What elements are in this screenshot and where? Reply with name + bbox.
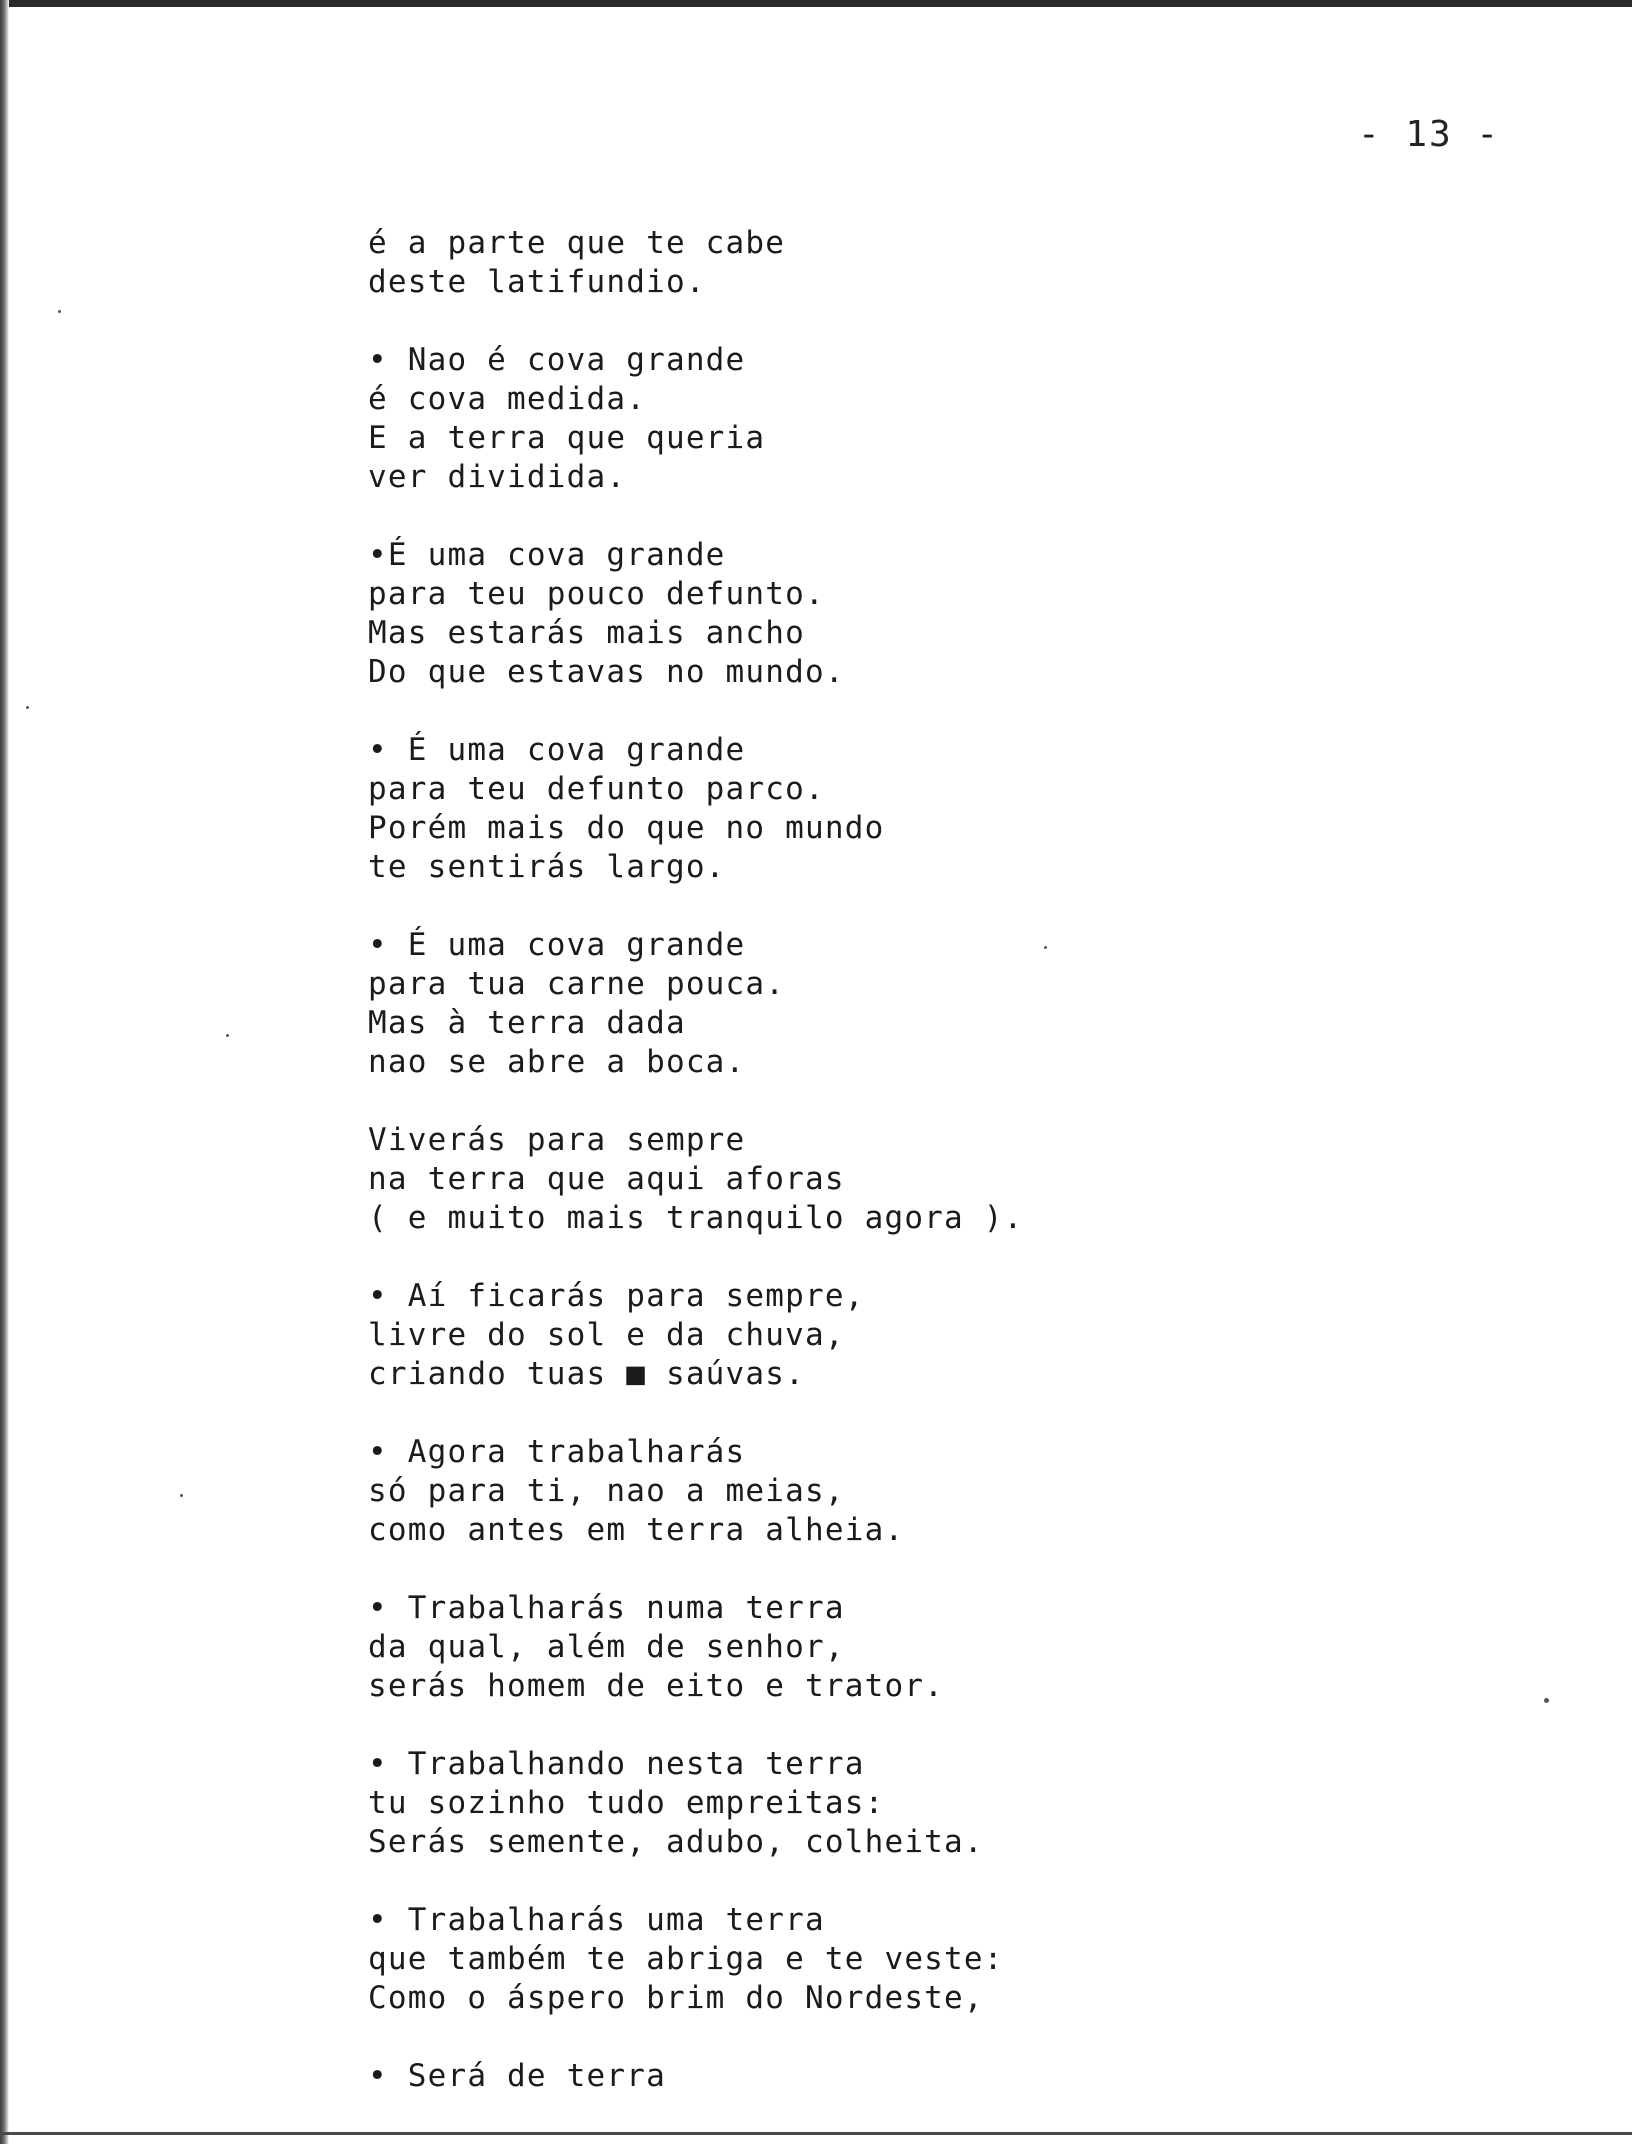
stanza-9 [368, 1589, 1468, 1706]
stanza-11 [368, 1901, 1468, 2018]
poem-line: Do que estavas no mundo. [368, 654, 845, 690]
poem-line: nao se abre a boca. [368, 1044, 746, 1080]
poem-line: Como o áspero brim do Nordeste, [368, 1980, 984, 2016]
ink-speck [1544, 1698, 1549, 1703]
stanza-4 [368, 731, 1468, 887]
poem-line: deste latifundio. [368, 264, 706, 300]
poem-line: • Trabalharás uma terra [368, 1902, 825, 1938]
poem-line: para tua carne pouca. [368, 966, 786, 1002]
poem-line: • Trabalhando nesta terra [368, 1746, 865, 1782]
stanza-6 [368, 1121, 1468, 1238]
ink-speck [26, 706, 29, 709]
poem-line: para teu defunto parco. [368, 771, 825, 807]
poem-line: tu sozinho tudo empreitas: [368, 1785, 885, 1821]
poem-line: Porém mais do que no mundo [368, 810, 885, 846]
ink-speck [180, 1494, 183, 1497]
poem-line: da qual, além de senhor, [368, 1629, 845, 1665]
poem-line: é cova medida. [368, 381, 647, 417]
ink-speck [226, 1034, 229, 1037]
poem-line: • Será de terra [368, 2058, 666, 2094]
poem-line: •É uma cova grande [368, 537, 726, 573]
stanza-8 [368, 1433, 1468, 1550]
poem-line: criando tuas ■ saúvas. [368, 1356, 805, 1392]
poem-line: Mas à terra dada [368, 1005, 686, 1041]
page-left-edge [0, 0, 9, 2144]
poem-line: serás homem de eito e trator. [368, 1668, 945, 1704]
poem-body [368, 224, 1468, 2135]
poem-line: ver dividida. [368, 459, 627, 495]
poem-line: só para ti, nao a meias, [368, 1473, 845, 1509]
stanza-7 [368, 1277, 1468, 1394]
stanza-10 [368, 1745, 1468, 1862]
poem-line: Viverás para sempre [368, 1122, 746, 1158]
ink-speck [1044, 946, 1047, 949]
stanza-5 [368, 926, 1468, 1082]
poem-line: Serás semente, adubo, colheita. [368, 1824, 984, 1860]
poem-line: • Aí ficarás para sempre, [368, 1278, 865, 1314]
poem-line: livre do sol e da chuva, [368, 1317, 845, 1353]
poem-line: ( e muito mais tranquilo agora ). [368, 1200, 1024, 1236]
poem-line: é a parte que te cabe [368, 225, 786, 261]
stanza-3 [368, 536, 1468, 692]
poem-line: • É uma cova grande [368, 732, 746, 768]
poem-line: como antes em terra alheia. [368, 1512, 905, 1548]
poem-line: para teu pouco defunto. [368, 576, 825, 612]
page-top-edge [0, 0, 1632, 7]
stanza-1 [368, 224, 1468, 302]
poem-line: que também te abriga e te veste: [368, 1941, 1004, 1977]
stanza-2 [368, 341, 1468, 497]
poem-line: • É uma cova grande [368, 927, 746, 963]
poem-line: • Agora trabalharás [368, 1434, 746, 1470]
ink-speck [58, 310, 61, 313]
poem-line: • Trabalharás numa terra [368, 1590, 845, 1626]
stanza-12 [368, 2057, 1468, 2096]
page-number: - 13 - [1358, 114, 1501, 155]
poem-line: E a terra que queria [368, 420, 766, 456]
poem-line: • Nao é cova grande [368, 342, 746, 378]
poem-line: na terra que aqui aforas [368, 1161, 845, 1197]
poem-line: te sentirás largo. [368, 849, 726, 885]
poem-line: Mas estarás mais ancho [368, 615, 805, 651]
